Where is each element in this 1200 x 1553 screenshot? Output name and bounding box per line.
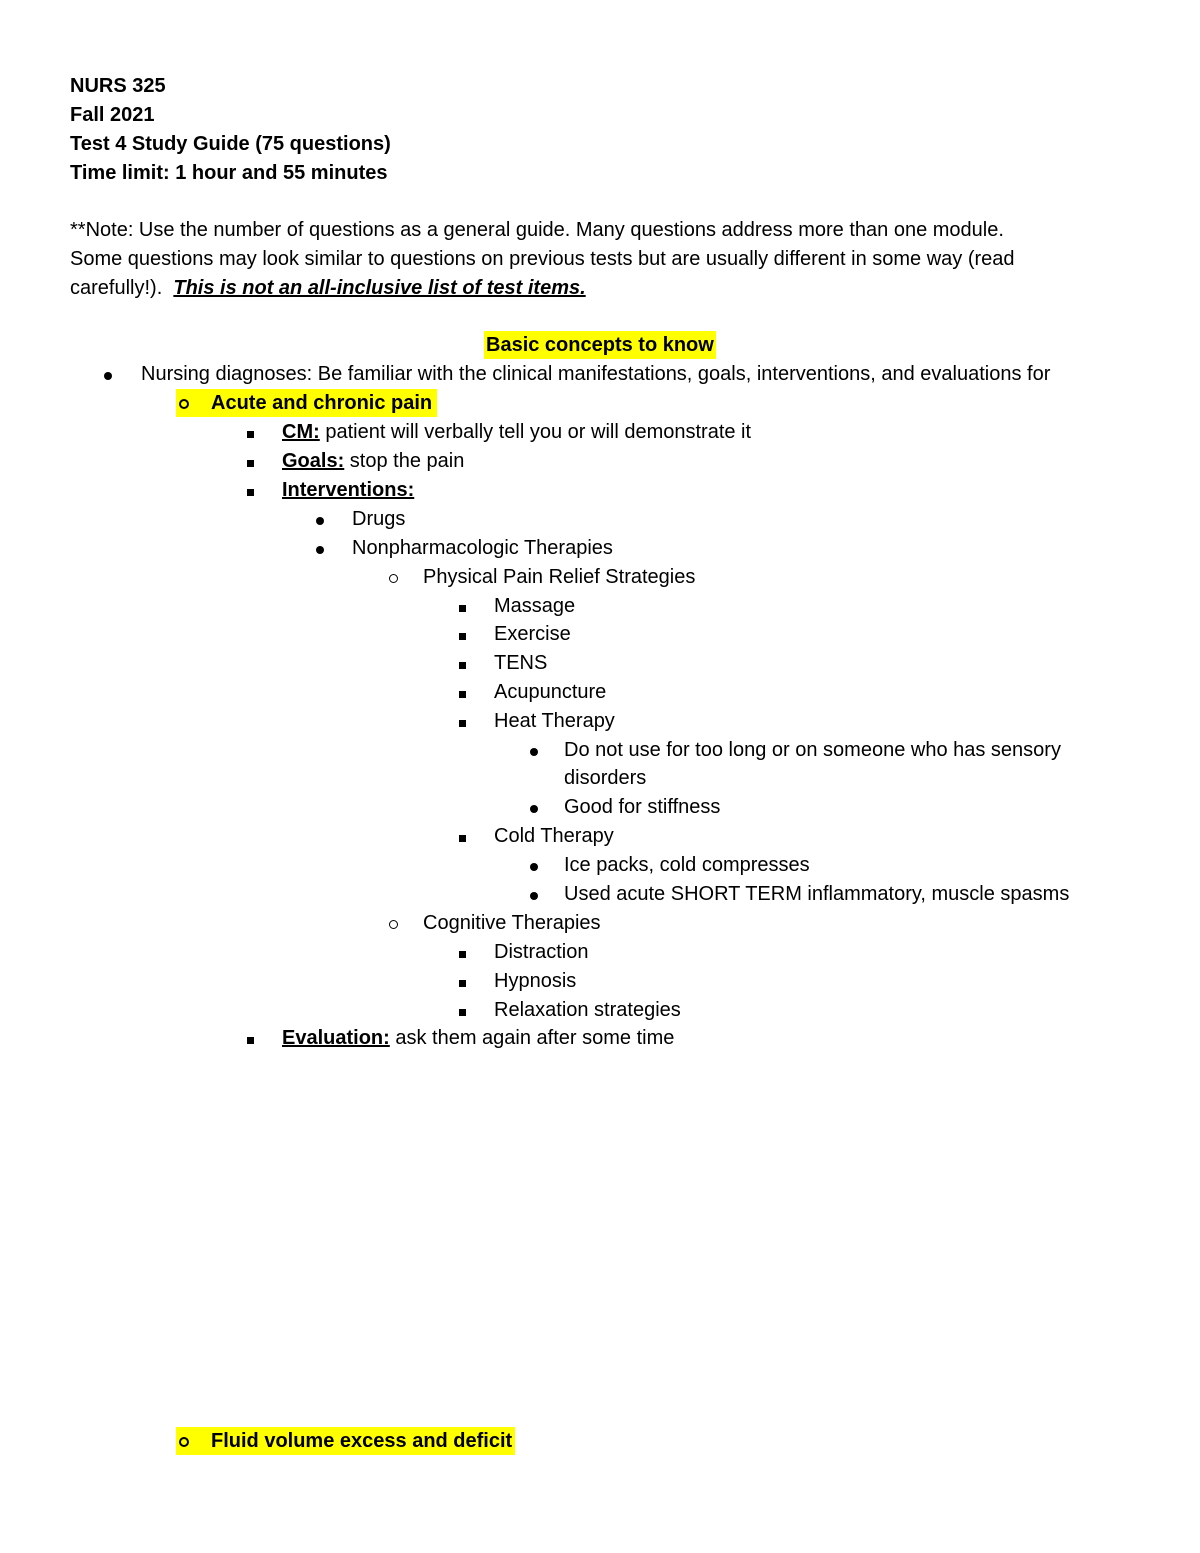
time-limit: Time limit: 1 hour and 55 minutes: [70, 162, 388, 184]
nonpharm-item: Nonpharmacologic Therapies: [352, 537, 613, 559]
nursing-diagnoses-item: Nursing diagnoses: Be familiar with the clinical manifestations, goals, interventions, and evaluations for: [141, 363, 1051, 385]
goals-item: Goals: stop the pain: [282, 450, 465, 472]
square-bullet-icon: [459, 678, 466, 706]
circle-bullet-icon: [389, 909, 398, 937]
bullet-dot-icon: [530, 880, 538, 908]
bullet-dot-icon: [530, 851, 538, 879]
acupuncture-item: Acupuncture: [494, 681, 607, 703]
square-bullet-icon: [459, 707, 466, 735]
bullet-dot-icon: [104, 360, 112, 388]
hypnosis-item: Hypnosis: [494, 970, 577, 992]
square-bullet-icon: [247, 447, 254, 475]
square-bullet-icon: [247, 476, 254, 504]
cm-item: CM: patient will verbally tell you or will demonstrate it: [282, 421, 752, 443]
bullet-dot-icon: [316, 505, 324, 533]
tens-item: TENS: [494, 652, 548, 674]
drugs-item: Drugs: [352, 508, 406, 530]
circle-bullet-icon: [179, 399, 189, 409]
acute-pain-heading: Acute and chronic pain: [176, 389, 437, 417]
square-bullet-icon: [247, 418, 254, 446]
exercise-item: Exercise: [494, 623, 571, 645]
relaxation-item: Relaxation strategies: [494, 999, 681, 1021]
document-title: Test 4 Study Guide (75 questions): [70, 133, 391, 155]
square-bullet-icon: [459, 938, 466, 966]
square-bullet-icon: [247, 1024, 254, 1052]
course-code: NURS 325: [70, 75, 166, 97]
heat-note-1-cont: disorders: [564, 767, 647, 789]
square-bullet-icon: [459, 649, 466, 677]
note-line-3-plain: carefully!).: [70, 277, 174, 299]
physical-strategies-item: Physical Pain Relief Strategies: [423, 566, 696, 588]
bullet-dot-icon: [316, 534, 324, 562]
note-line-2: Some questions may look similar to questions on previous tests but are usually different in some way (read: [70, 248, 1015, 270]
fluid-volume-heading: Fluid volume excess and deficit: [176, 1427, 515, 1455]
note-line-1: **Note: Use the number of questions as a general guide. Many questions address more than one module.: [70, 219, 1004, 241]
circle-bullet-icon: [179, 1437, 189, 1447]
square-bullet-icon: [459, 822, 466, 850]
square-bullet-icon: [459, 996, 466, 1024]
massage-item: Massage: [494, 595, 576, 617]
interventions-item: Interventions:: [282, 479, 415, 501]
cold-note-2: Used acute SHORT TERM inflammatory, muscle spasms: [564, 883, 1070, 905]
heat-note-2: Good for stiffness: [564, 796, 721, 818]
cold-therapy-item: Cold Therapy: [494, 825, 614, 847]
evaluation-item: Evaluation: ask them again after some time: [282, 1027, 675, 1049]
square-bullet-icon: [459, 967, 466, 995]
cold-note-1: Ice packs, cold compresses: [564, 854, 810, 876]
heat-note-1: Do not use for too long or on someone who has sensory: [564, 739, 1061, 761]
distraction-item: Distraction: [494, 941, 589, 963]
square-bullet-icon: [459, 620, 466, 648]
bullet-dot-icon: [530, 736, 538, 764]
cognitive-therapies-item: Cognitive Therapies: [423, 912, 601, 934]
circle-bullet-icon: [389, 563, 398, 591]
note-disclaimer: This is not an all-inclusive list of test items.: [173, 277, 586, 299]
heat-therapy-item: Heat Therapy: [494, 710, 615, 732]
section-heading: Basic concepts to know: [484, 331, 716, 359]
term: Fall 2021: [70, 104, 155, 126]
note-line-3: [70, 274, 586, 302]
square-bullet-icon: [459, 592, 466, 620]
bullet-dot-icon: [530, 793, 538, 821]
